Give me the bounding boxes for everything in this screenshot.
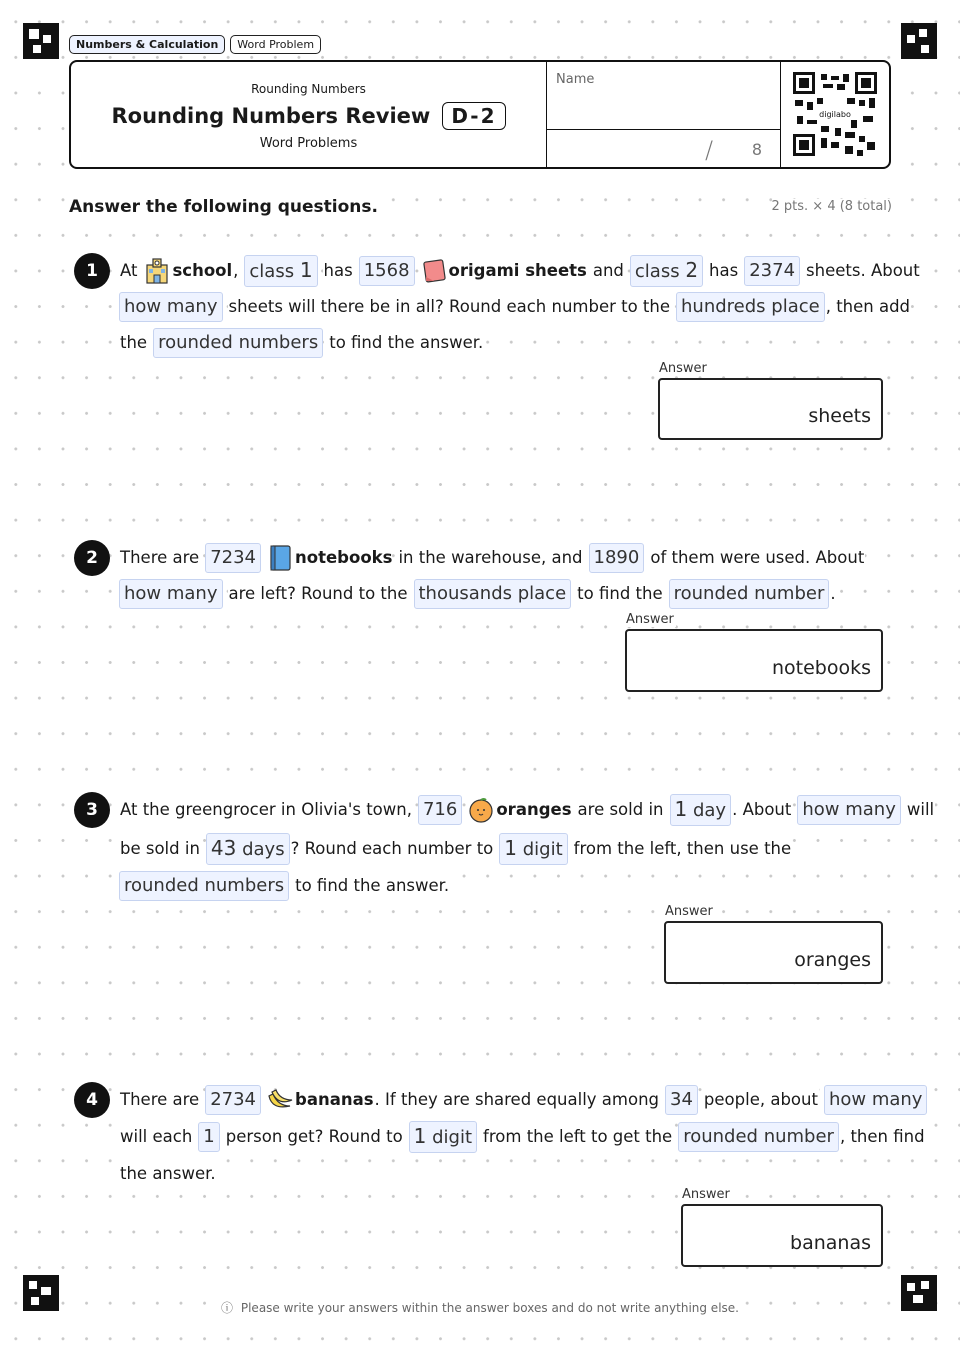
text: are left? Round to the: [228, 576, 409, 612]
question-number: 3: [74, 792, 110, 828]
text: has: [708, 253, 739, 289]
box-number: 1: [299, 258, 313, 282]
box-number: 1: [504, 836, 518, 860]
text: . If they are shared equally among: [374, 1082, 660, 1118]
number-box: 2734: [205, 1085, 261, 1115]
question-number: 4: [74, 1082, 110, 1118]
box-number: 1: [674, 797, 688, 821]
tag-group: [69, 35, 321, 54]
text: be sold in: [119, 831, 201, 867]
text: are sold in: [577, 792, 665, 828]
box-text: class: [634, 261, 686, 282]
number-box: 716: [418, 795, 462, 825]
number-box: 1568: [359, 256, 415, 286]
box-number: 1: [413, 1124, 427, 1148]
answer-unit: bananas: [790, 1232, 871, 1254]
box-text: days: [236, 839, 285, 860]
text: the answer.: [119, 1156, 217, 1192]
item-name: origami sheets: [449, 253, 587, 289]
text: ? Round each number to: [290, 831, 495, 867]
answer-label: Answer: [682, 1187, 730, 1202]
text: will each: [119, 1119, 193, 1155]
worksheet-code: D-2: [442, 102, 505, 130]
text: in the warehouse, and: [397, 540, 583, 576]
answer-box[interactable]: [681, 1204, 883, 1267]
orange-icon: [467, 796, 495, 824]
text: At the greengrocer in Olivia's town,: [119, 792, 413, 828]
number-box: 7234: [205, 543, 261, 573]
text: people, about: [703, 1082, 819, 1118]
text: .: [829, 576, 836, 612]
text: to find the answer.: [328, 325, 484, 361]
corner-marker-top-right: [901, 23, 937, 59]
answer-unit: notebooks: [771, 657, 871, 679]
highlight-box: rounded numbers: [153, 328, 323, 358]
answer-box[interactable]: [664, 921, 883, 984]
school-icon: [143, 257, 171, 285]
highlight-box: [409, 1121, 477, 1153]
highlight-box: rounded numbers: [119, 871, 289, 901]
worksheet-title-row: [71, 102, 546, 130]
text: to find the: [576, 576, 663, 612]
answer-unit: oranges: [794, 949, 871, 971]
text: from the left to get the: [482, 1119, 673, 1155]
points-info: 2 pts. × 4 (8 total): [771, 199, 892, 214]
item-name: notebooks: [295, 540, 392, 576]
origami-paper-icon: [420, 257, 448, 285]
answer-box[interactable]: [658, 378, 883, 440]
qr-code-icon: [793, 72, 877, 156]
notebook-icon: [266, 544, 294, 572]
highlight-box: how many: [119, 579, 223, 609]
text: At: [119, 253, 138, 289]
text: from the left, then use the: [573, 831, 793, 867]
info-icon: ⓘ: [221, 1301, 234, 1315]
number-box: 1890: [589, 543, 645, 573]
text: to find the answer.: [294, 868, 450, 904]
number-box: 1: [198, 1122, 219, 1152]
question-number: 1: [74, 253, 110, 289]
text: . About: [731, 792, 792, 828]
footer-note: [0, 1299, 960, 1316]
banana-icon: [266, 1086, 294, 1114]
highlight-box: hundreds place: [676, 292, 825, 322]
text: , then find: [839, 1119, 926, 1155]
qr-label: digilabo: [819, 110, 851, 119]
text: the: [119, 325, 148, 361]
text: and: [592, 253, 625, 289]
score-total: 8: [751, 140, 762, 159]
text: ,: [232, 253, 239, 289]
box-text: digit: [517, 839, 563, 860]
name-field[interactable]: [546, 62, 781, 167]
item-name: school: [172, 253, 232, 289]
title-block: [71, 62, 546, 167]
instructions: Answer the following questions.: [69, 197, 382, 217]
worksheet-subtitle-2: Word Problems: [259, 136, 358, 151]
footer-text: Please write your answers within the answer boxes and do not write anything else.: [240, 1301, 739, 1315]
text: person get? Round to: [225, 1119, 404, 1155]
text: has: [323, 253, 354, 289]
box-number: 2: [685, 258, 699, 282]
text: sheets will there be in all? Round each number to the: [228, 289, 672, 325]
corner-marker-top-left: [23, 23, 59, 59]
answer-label: Answer: [665, 904, 713, 919]
number-box: 34: [665, 1085, 698, 1115]
name-divider: [547, 129, 780, 130]
answer-label: Answer: [659, 361, 707, 376]
name-label: Name: [556, 72, 595, 87]
worksheet-header: [69, 60, 891, 169]
text: There are: [119, 1082, 200, 1118]
answer-box[interactable]: [625, 629, 883, 692]
box-text: digit: [426, 1127, 473, 1148]
worksheet-title: Rounding Numbers Review: [111, 104, 431, 128]
box-text: class: [249, 261, 300, 282]
item-name: oranges: [496, 792, 571, 828]
score-slash: /: [705, 136, 714, 164]
answer-unit: sheets: [808, 405, 871, 427]
box-text: day: [687, 800, 727, 821]
answer-label: Answer: [626, 612, 674, 627]
highlight-box: thousands place: [414, 579, 572, 609]
highlight-box: rounded number: [669, 579, 830, 609]
highlight-box: [499, 833, 567, 865]
highlight-box: [670, 794, 732, 826]
highlight-box: [244, 255, 317, 287]
text: of them were used. About: [649, 540, 865, 576]
item-name: bananas: [295, 1082, 374, 1118]
number-box: 2374: [744, 256, 800, 286]
worksheet-subtitle: Rounding Numbers: [251, 82, 366, 96]
highlight-box: how many: [797, 795, 901, 825]
text: sheets. About: [805, 253, 921, 289]
box-number: 43: [210, 836, 237, 860]
type-tag: Word Problem: [230, 35, 321, 54]
question-number: 2: [74, 540, 110, 576]
highlight-box: how many: [824, 1085, 928, 1115]
highlight-box: rounded number: [678, 1122, 839, 1152]
text: There are: [119, 540, 200, 576]
category-tag: Numbers & Calculation: [69, 35, 225, 54]
highlight-box: [630, 255, 703, 287]
highlight-box: [206, 833, 290, 865]
text: , then add: [825, 289, 911, 325]
highlight-box: how many: [119, 292, 223, 322]
text: will: [906, 792, 935, 828]
